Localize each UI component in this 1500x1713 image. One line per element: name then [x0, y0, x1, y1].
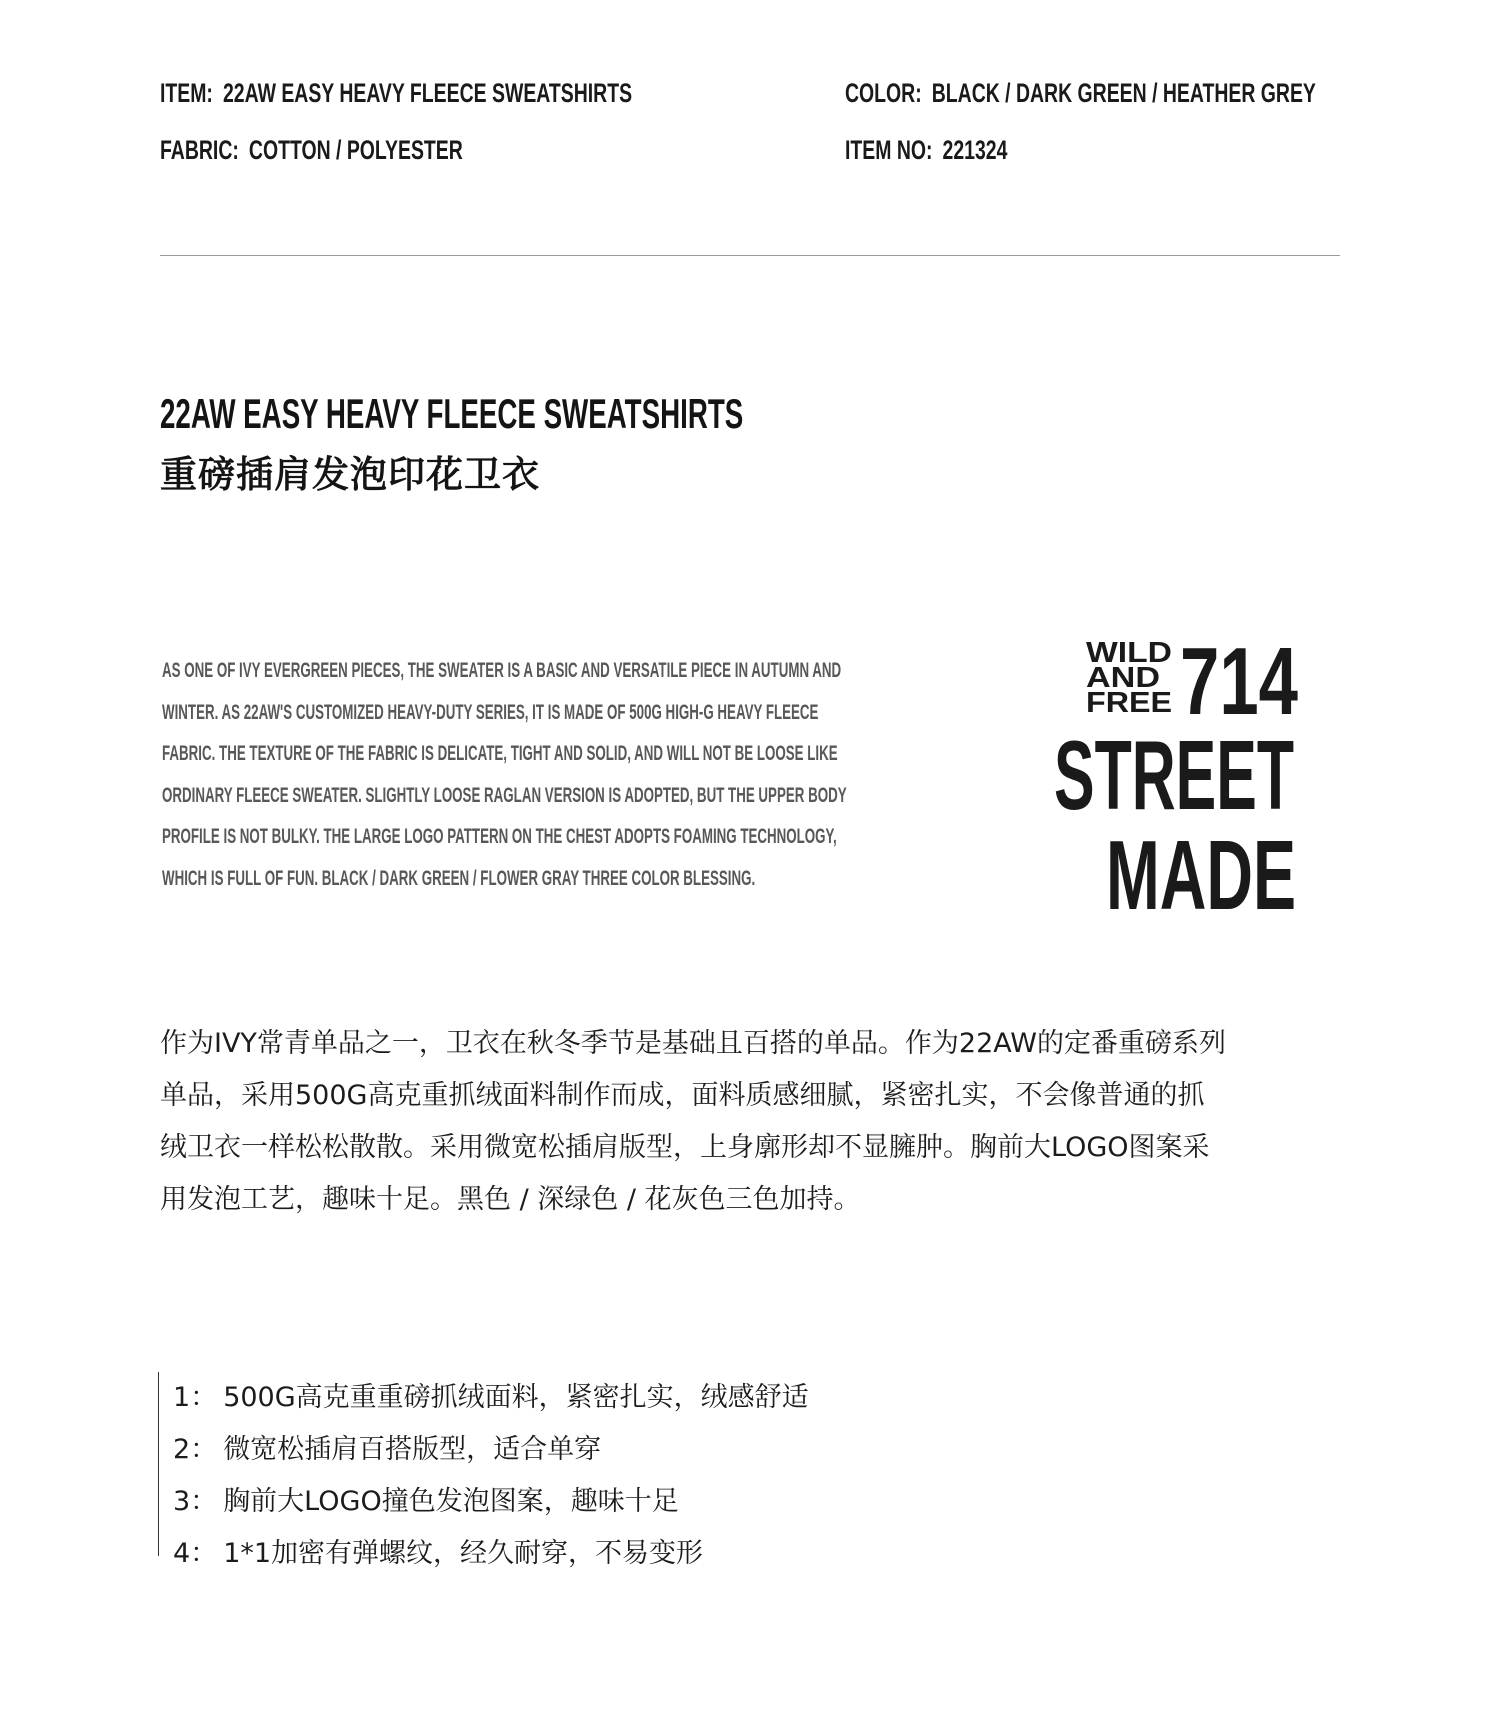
description-cn: [160, 1018, 1345, 1226]
header-divider: [160, 255, 1340, 256]
logo-number: 714: [1180, 628, 1298, 735]
feature-text: 微宽松插肩百搭版型，适合单穿: [223, 1434, 602, 1465]
feature-item: [173, 1372, 809, 1424]
page-title-cn: 重磅插肩发泡印花卫衣: [160, 453, 540, 496]
description-cn-line: 单品，采用500G高克重抓绒面料制作而成，面料质感细腻，紧密扎实，不会像普通的抓: [160, 1080, 1205, 1111]
feature-number: 2：: [173, 1434, 218, 1465]
logo-wild: WILD: [1086, 637, 1172, 669]
description-en-line: WINTER. AS 22AW'S CUSTOMIZED HEAVY-DUTY SERIES, IT IS MADE OF 500G HIGH-G HEAVY FLEECE: [162, 700, 819, 724]
spec-item-no-value: 221324: [942, 135, 1008, 165]
logo-free: FREE: [1086, 687, 1172, 719]
description-en-line: ORDINARY FLEECE SWEATER. SLIGHTLY LOOSE RAGLAN VERSION IS ADOPTED, BUT THE UPPER BODY: [162, 783, 847, 807]
feature-item: [173, 1528, 809, 1580]
logo-street: STREET: [1054, 720, 1294, 830]
spec-item-no: [845, 135, 1007, 166]
page-title-en: 22AW EASY HEAVY FLEECE SWEATSHIRTS: [160, 390, 744, 437]
spec-fabric-value: COTTON / POLYESTER: [248, 135, 463, 165]
description-en-line: AS ONE OF IVY EVERGREEN PIECES, THE SWEATER IS A BASIC AND VERSATILE PIECE IN AUTUMN AND: [162, 659, 842, 682]
spec-item-label: ITEM:: [160, 78, 213, 108]
feature-text: 胸前大LOGO撞色发泡图案，趣味十足: [223, 1486, 679, 1517]
spec-fabric: [160, 135, 463, 166]
spec-color: [845, 78, 1316, 109]
description-en-line: PROFILE IS NOT BULKY. THE LARGE LOGO PATTERN ON THE CHEST ADOPTS FOAMING TECHNOLOGY,: [162, 825, 837, 848]
feature-number: 3：: [173, 1486, 218, 1517]
spec-item-value: 22AW EASY HEAVY FLEECE SWEATSHIRTS: [223, 78, 633, 108]
description-cn-line: 绒卫衣一样松松散散。采用微宽松插肩版型，上身廓形却不显臃肿。胸前大LOGO图案采: [160, 1132, 1210, 1163]
logo-made: MADE: [1106, 820, 1296, 930]
spec-item-no-label: ITEM NO:: [845, 135, 933, 165]
feature-number: 4：: [173, 1538, 218, 1569]
feature-list: [158, 1372, 809, 1569]
description-cn-line: 用发泡工艺，趣味十足。黑色 / 深绿色 / 花灰色三色加持。: [160, 1184, 861, 1215]
feature-text: 500G高克重重磅抓绒面料，紧密扎实，绒感舒适: [223, 1382, 809, 1413]
description-en: [162, 660, 952, 909]
logo-and: AND: [1086, 662, 1160, 694]
description-cn-line: 作为IVY常青单品之一，卫衣在秋冬季节是基础且百搭的单品。作为22AW的定番重磅系列: [160, 1028, 1226, 1059]
feature-item: [173, 1424, 809, 1476]
spec-color-label: COLOR:: [845, 78, 922, 108]
spec-item: [160, 78, 632, 109]
spec-fabric-label: FABRIC:: [160, 135, 239, 165]
brand-logo: [1030, 628, 1300, 930]
feature-item: [173, 1476, 809, 1528]
feature-number: 1：: [173, 1382, 218, 1413]
spec-color-value: BLACK / DARK GREEN / HEATHER GREY: [931, 78, 1316, 108]
description-en-line: WHICH IS FULL OF FUN. BLACK / DARK GREEN / FLOWER GRAY THREE COLOR BLESSING.: [162, 866, 756, 890]
feature-text: 1*1加密有弹螺纹，经久耐穿，不易变形: [223, 1538, 704, 1569]
description-en-line: FABRIC. THE TEXTURE OF THE FABRIC IS DELICATE, TIGHT AND SOLID, AND WILL NOT BE LOOSE LIKE: [162, 742, 838, 765]
